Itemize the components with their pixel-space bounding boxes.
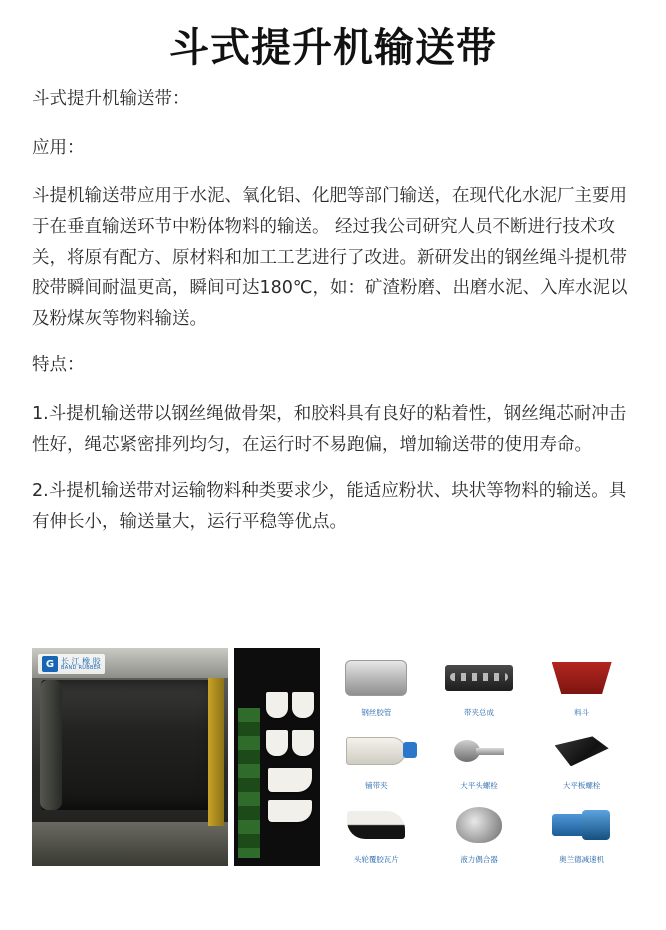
flat-plate-bolt-icon — [531, 721, 632, 781]
document-body — [0, 84, 666, 538]
product-image-strip — [32, 648, 634, 866]
green-belt-sample — [238, 708, 260, 858]
part-caption: 钢丝胶管 — [361, 708, 392, 718]
hopper-icon — [531, 648, 632, 708]
bucket-sample — [292, 692, 314, 718]
paragraph-feature-2: 2.斗提机输送带对运输物料种类要求少，能适应粉状、块状等物料的输送。具有伸长小，输送量大，运行平稳等优点。 — [32, 481, 627, 532]
part-item — [531, 795, 632, 866]
belt-roll-edge — [40, 680, 62, 810]
logo-english-name: BAND RUBBER — [61, 664, 101, 671]
part-item — [429, 648, 530, 719]
part-caption: 大平头螺栓 — [460, 781, 498, 791]
paragraph-application: 斗提机输送带应用于水泥、氧化铝、化肥等部门输送，在现代化水泥厂主要用于在垂直输送环节中粉体物料的输送。 经过我公司研究人员不断进行技术攻关，将原有配方、原材料和加工工艺进行了改进。新研发出的钢丝绳斗提机带胶带瞬间耐温更高，瞬间可达180℃，如：矿渣粉磨、出磨水泥、入库水泥以及粉煤灰等物料输送。 — [32, 186, 628, 329]
part-caption: 液力偶合器 — [460, 854, 498, 864]
part-caption: 奥兰德减速机 — [559, 854, 605, 864]
part-item — [429, 721, 530, 792]
logo-mark-icon: G — [42, 656, 58, 672]
steel-cord-belt-icon — [326, 648, 427, 708]
part-item — [531, 648, 632, 719]
bucket-sample — [268, 800, 312, 822]
part-caption: 料斗 — [574, 708, 590, 718]
company-logo — [38, 654, 105, 674]
bucket-sample — [292, 730, 314, 756]
part-caption: 带夹总成 — [463, 708, 494, 718]
photo-floor — [32, 822, 228, 866]
paragraph-intro: 斗式提升机输送带： — [32, 89, 190, 109]
bucket-sample — [266, 730, 288, 756]
part-item — [326, 648, 427, 719]
flat-head-bolt-icon — [429, 721, 530, 781]
belt-clamp-assembly-icon — [429, 648, 530, 708]
elevator-buckets-photo — [234, 648, 320, 866]
yellow-machine-frame — [208, 678, 224, 826]
section-heading-features: 特点： — [32, 355, 85, 376]
part-caption: 铺带夹 — [365, 781, 388, 791]
belt-splice-clip-icon — [326, 721, 427, 781]
parts-grid — [326, 648, 632, 866]
paragraph-feature-1: 1.斗提机输送带以钢丝绳做骨架，和胶料具有良好的粘着性，钢丝绳芯耐冲击性好，绳芯紧密排列均匀，在运行时不易跑偏，增加输送带的使用寿命。 — [32, 404, 627, 455]
part-caption: 大平板螺栓 — [562, 781, 601, 791]
conveyor-belt-roll-photo — [32, 648, 228, 866]
part-item — [429, 795, 530, 866]
page-title: 斗式提升机输送带 — [169, 25, 497, 71]
part-item — [326, 795, 427, 866]
bucket-sample — [266, 692, 288, 718]
fluid-coupling-icon — [429, 795, 530, 855]
part-item — [531, 721, 632, 792]
pulley-lagging-icon — [326, 795, 427, 855]
bucket-sample — [268, 768, 312, 792]
section-heading-application: 应用： — [32, 137, 85, 158]
part-item — [326, 721, 427, 792]
part-caption: 头轮覆胶瓦片 — [353, 854, 399, 864]
gear-reducer-icon — [531, 795, 632, 855]
belt-roll-body — [40, 680, 218, 810]
logo-chinese-name: 长 江 橡 胶 — [61, 656, 101, 666]
